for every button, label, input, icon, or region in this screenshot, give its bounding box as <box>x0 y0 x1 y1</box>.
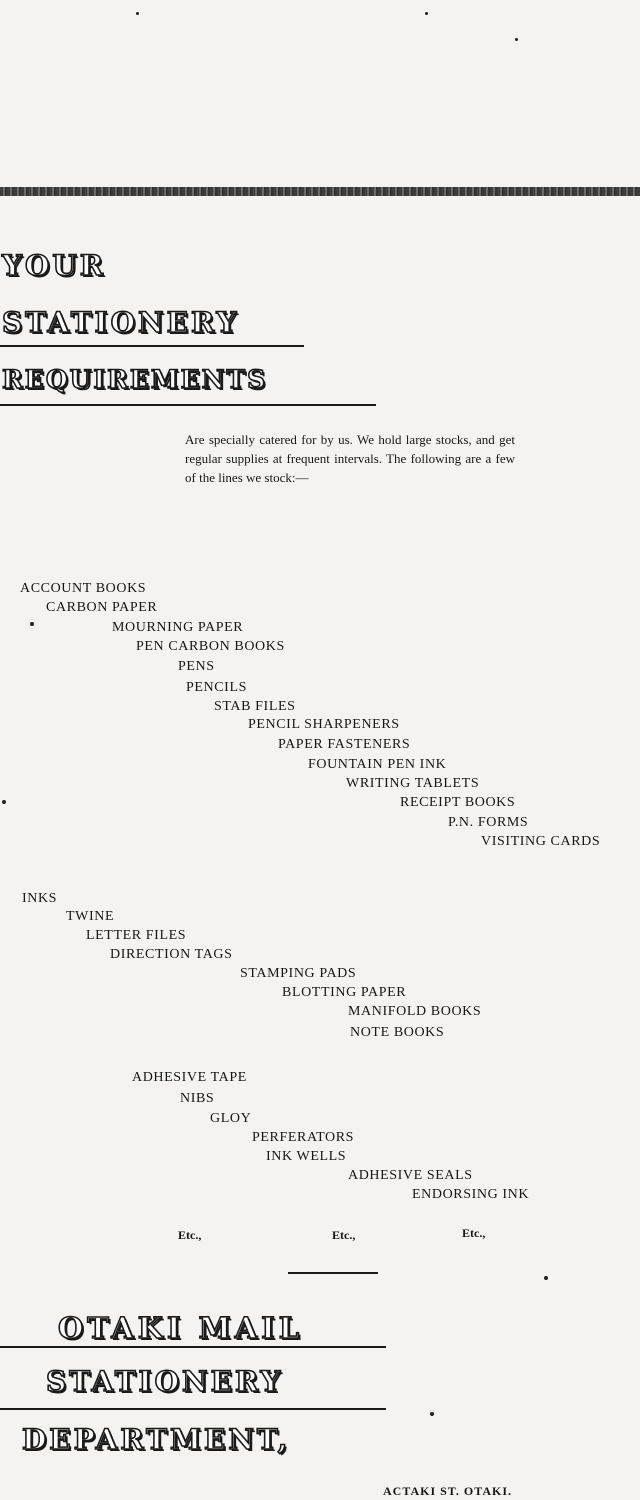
footer-address: ACTAKI ST. OTAKI. <box>383 1484 513 1498</box>
scan-speck <box>136 12 139 15</box>
list-item: STAMPING PADS <box>240 966 357 981</box>
list-item: LETTER FILES <box>86 928 187 943</box>
list-item: ACCOUNT BOOKS <box>20 581 147 596</box>
list-item: ADHESIVE TAPE <box>132 1070 247 1085</box>
list-item: PEN CARBON BOOKS <box>136 639 285 654</box>
list-item: ADHESIVE SEALS <box>348 1168 473 1183</box>
list-item: CARBON PAPER <box>46 600 158 615</box>
footer-line-1: OTAKI MAIL <box>58 1311 304 1345</box>
intro-paragraph: Are specially catered for by us. We hold large stocks, and get regular supplies at frequent intervals. The following are a few of the lines we stock:— <box>185 432 515 485</box>
headline-line-3: REQUIREMENTS <box>2 365 268 394</box>
scan-speck <box>544 1276 548 1280</box>
scan-speck <box>515 38 518 41</box>
etc-label: Etc., <box>178 1228 202 1242</box>
list-item: BLOTTING PAPER <box>282 985 407 1000</box>
list-item: P.N. FORMS <box>448 815 529 830</box>
section-divider <box>288 1272 378 1274</box>
scan-speck <box>430 1412 434 1416</box>
list-item: PENCILS <box>186 680 247 695</box>
headline-line-1: YOUR <box>2 249 107 282</box>
footer-underline <box>0 1346 386 1348</box>
list-item: VISITING CARDS <box>481 834 601 849</box>
footer-underline <box>0 1408 386 1410</box>
list-item: NOTE BOOKS <box>350 1025 445 1040</box>
list-item: FOUNTAIN PEN INK <box>308 757 447 772</box>
list-item: RECEIPT BOOKS <box>400 795 516 810</box>
top-border-rule <box>0 187 640 196</box>
list-item: MOURNING PAPER <box>112 620 244 635</box>
etc-label: Etc., <box>462 1226 486 1240</box>
list-item: NIBS <box>180 1091 215 1106</box>
list-item: INKS <box>22 891 58 906</box>
headline-underline <box>0 345 304 347</box>
list-item: PAPER FASTENERS <box>278 737 411 752</box>
headline-underline <box>0 404 376 406</box>
scan-speck <box>30 622 34 626</box>
list-item: MANIFOLD BOOKS <box>348 1004 482 1019</box>
list-item: TWINE <box>66 909 115 924</box>
etc-label: Etc., <box>332 1228 356 1242</box>
list-item: DIRECTION TAGS <box>110 947 233 962</box>
headline-line-2: STATIONERY <box>2 306 240 339</box>
scan-speck <box>425 12 428 15</box>
list-item: WRITING TABLETS <box>346 776 480 791</box>
list-item: STAB FILES <box>214 699 296 714</box>
footer-line-2: STATIONERY <box>46 1365 284 1398</box>
list-item: GLOY <box>210 1111 252 1126</box>
list-item: PERFERATORS <box>252 1130 355 1145</box>
list-item: ENDORSING INK <box>412 1187 530 1202</box>
list-item: PENS <box>178 659 215 674</box>
footer-line-3: DEPARTMENT, <box>22 1423 291 1456</box>
scan-speck <box>2 800 6 804</box>
list-item: PENCIL SHARPENERS <box>248 717 400 732</box>
list-item: INK WELLS <box>266 1149 347 1164</box>
